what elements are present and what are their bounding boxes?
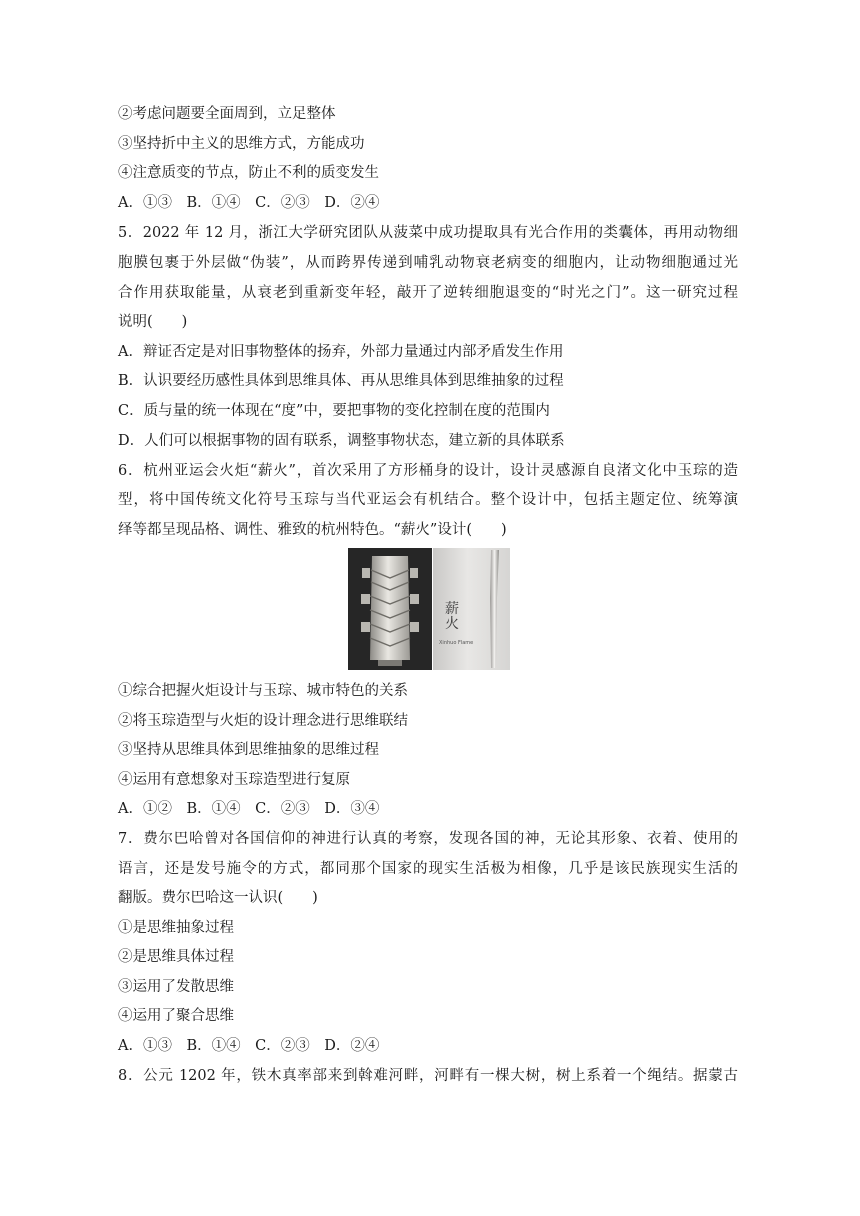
answer-choices: A．①③ B．①④ C．②③ D．②④: [118, 1038, 380, 1054]
question-8-text: 8．公元 1202 年，铁木真率部来到斡难河畔，河畔有一棵大树，树上系着一个绳结。据蒙古: [118, 1068, 738, 1084]
question-6-text: 型，将中国传统文化符号玉琮与当代亚运会有机结合。整个设计中，包括主题定位、统筹演: [118, 492, 738, 508]
option-line: ①是思维抽象过程: [118, 920, 234, 936]
option-line: ②将玉琮造型与火炬的设计理念进行思维联结: [118, 713, 408, 729]
option-line: ④注意质变的节点，防止不利的质变发生: [118, 165, 379, 181]
question-7-text: 7．费尔巴哈曾对各国信仰的神进行认真的考察，发现各国的神，无论其形象、衣着、使用的: [118, 831, 738, 847]
option-line: ①综合把握火炬设计与玉琮、城市特色的关系: [118, 683, 408, 699]
question-5-text: 5．2022 年 12 月，浙江大学研究团队从菠菜中成功提取具有光合作用的类囊体，再用动物细: [118, 225, 738, 241]
question-5-text: 说明( ): [118, 314, 188, 330]
answer-choices: A．①③ B．①④ C．②③ D．②④: [118, 195, 380, 211]
question-5-text: 胞膜包裹于外层做“伪装”，从而跨界传递到哺乳动物衰老病变的细胞内，让动物细胞通过光: [118, 255, 738, 271]
option-line: ④运用有意想象对玉琮造型进行复原: [118, 772, 350, 788]
option-line: ④运用了聚合思维: [118, 1008, 234, 1024]
option-line: D．人们可以根据事物的固有联系，调整事物状态，建立新的具体联系: [118, 433, 565, 449]
question-6-text: 6．杭州亚运会火炬“薪火”，首次采用了方形桶身的设计，设计灵感源自良渚文化中玉琮的造: [118, 463, 738, 479]
option-line: A．辩证否定是对旧事物整体的扬弃，外部力量通过内部矛盾发生作用: [118, 344, 564, 360]
torch-name-char: 薪: [445, 601, 459, 617]
question-7-text: 语言，还是发号施令的方式，都同那个国家的现实生活极为相像，几乎是该民族现实生活的: [118, 861, 738, 877]
option-line: ②是思维具体过程: [118, 949, 234, 965]
option-line: ③运用了发散思维: [118, 979, 234, 995]
torch-figure: [348, 548, 510, 670]
question-6-text: 绎等都呈现品格、调性、雅致的杭州特色。“薪火”设计( ): [118, 522, 507, 538]
xinhuo-torch-photo: [433, 548, 510, 670]
option-line: ③坚持从思维具体到思维抽象的思维过程: [118, 742, 379, 758]
question-5-text: 合作用获取能量，从衰老到重新变年轻，敲开了逆转细胞退变的“时光之门”。这一研究过程: [118, 285, 738, 301]
jade-cong-photo: [348, 548, 432, 670]
torch-caption: Xinhuo Flame: [439, 640, 474, 646]
option-line: ③坚持折中主义的思维方式，方能成功: [118, 136, 365, 152]
option-line: B．认识要经历感性具体到思维具体、再从思维具体到思维抽象的过程: [118, 373, 564, 389]
answer-choices: A．①② B．①④ C．②③ D．③④: [118, 801, 380, 817]
question-7-text: 翻版。费尔巴哈这一认识( ): [118, 890, 318, 906]
torch-name-char: 火: [445, 616, 459, 632]
option-line: ②考虑问题要全面周到，立足整体: [118, 106, 336, 122]
option-line: C．质与量的统一体现在“度”中，要把事物的变化控制在度的范围内: [118, 403, 550, 419]
